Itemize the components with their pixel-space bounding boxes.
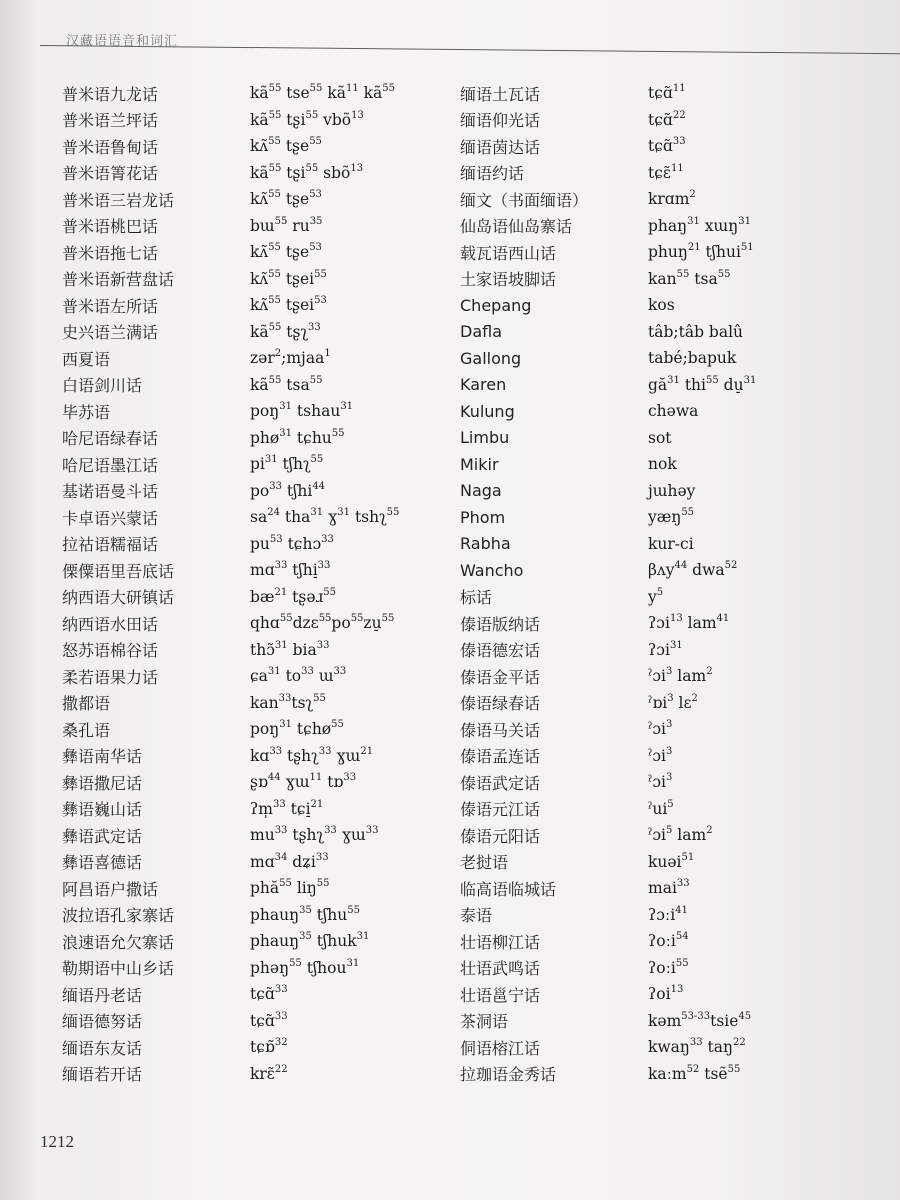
word-form: mai$^{33}$	[648, 878, 690, 898]
word-form: jɯhəy	[648, 481, 696, 500]
entry-row	[460, 425, 880, 452]
entry-row	[460, 875, 880, 902]
entry-row	[62, 1061, 452, 1088]
word-form: $gă^{31}$ thi$^{55}$ du̠$^{31}$	[648, 374, 757, 394]
language-name: 普米语三岩龙话	[62, 190, 175, 210]
entry-row	[460, 531, 880, 558]
entry-row	[460, 345, 880, 372]
language-name: 彝语撒尼话	[62, 773, 143, 793]
running-header: 汉藏语语音和词汇	[66, 34, 179, 49]
word-form: ˀɒi$^3$ lɛ$^2$	[648, 692, 698, 712]
language-name: 缅语约话	[460, 164, 525, 184]
word-form: $bæ^{21}$ tʂəɹ$^{55}$	[250, 586, 337, 606]
word-form: ʔoːi$^{54}$	[648, 931, 689, 951]
word-form: kwaŋ$^{33}$ taŋ$^{22}$	[648, 1037, 746, 1057]
language-name: 壮语武鸣话	[460, 959, 541, 979]
entry-row	[62, 478, 452, 505]
language-name: 傣语元阳话	[460, 826, 541, 846]
entry-row	[460, 133, 880, 160]
word-form: zər$^2$;mjaa$^1$	[250, 348, 331, 368]
language-name: Gallong	[460, 348, 522, 368]
entry-row	[460, 610, 880, 637]
entry-row	[62, 955, 452, 982]
language-name: 茶洞语	[460, 1012, 509, 1032]
language-name: 普米语兰坪话	[62, 111, 159, 131]
word-form: kaːm$^{52}$ tsẽ$^{55}$	[648, 1063, 741, 1083]
language-name: Mikir	[460, 454, 499, 474]
language-name: 普米语箐花话	[62, 164, 159, 184]
word-form: $qhɑ^{55}dzɛ^{55}po^{55}zu̠^{55}$	[250, 613, 395, 633]
word-form: kan$^{55}$ tsa$^{55}$	[648, 268, 731, 288]
entry-row	[460, 928, 880, 955]
word-form: phuŋ$^{21}$ tʃhui$^{51}$	[648, 242, 754, 262]
word-form: chəwa	[648, 402, 699, 421]
language-name: 缅语茵达话	[460, 137, 541, 157]
language-name: 壮语柳江话	[460, 932, 541, 952]
word-form: tɕɑ̃$^{33}$	[250, 1010, 288, 1030]
word-form: kʌ̃$^{55}$ tʂei$^{53}$	[250, 295, 327, 315]
word-form: βʌy$^{44}$ dwa$^{52}$	[648, 560, 738, 580]
word-form: $po^{33}$ tʃhi$^{44}$	[250, 480, 326, 500]
word-form: phă$^{55}$ liŋ$^{55}$	[250, 878, 330, 898]
entry-row	[62, 557, 452, 584]
entry-row	[62, 1034, 452, 1061]
word-form: $kã^{55}$ tʂi$^{55}$ sbõ$^{13}$	[250, 162, 364, 182]
word-form: kur-ci	[648, 534, 694, 553]
entry-row	[460, 1008, 880, 1035]
language-name: 纳西语水田话	[62, 614, 159, 634]
word-form: nok	[648, 455, 677, 474]
language-name: 阿昌语户撒话	[62, 879, 159, 899]
entry-row	[460, 398, 880, 425]
language-name: Rabha	[460, 534, 511, 554]
word-form: $pi^{31}$ tʃhʅ$^{55}$	[250, 454, 324, 474]
entry-row	[460, 955, 880, 982]
word-form: kʌ̃$^{55}$ tʂe$^{55}$	[250, 136, 322, 156]
word-form: ʔoi$^{13}$	[648, 984, 684, 1004]
entry-row	[62, 690, 452, 717]
language-name: 缅语仰光话	[460, 111, 541, 131]
word-form: phø$^{31}$ tɕhu$^{55}$	[250, 427, 345, 447]
language-name: 缅语若开话	[62, 1065, 143, 1085]
word-form: ˀɔi$^3$ lam$^2$	[648, 666, 713, 686]
entry-row	[460, 451, 880, 478]
word-form: mɑ$^{34}$ dʑi$^{33}$	[250, 851, 329, 871]
language-name: 彝语巍山话	[62, 800, 143, 820]
entry-row	[62, 372, 452, 399]
word-form: kuəi$^{51}$	[648, 851, 695, 871]
entry-row	[62, 319, 452, 346]
entry-row	[62, 504, 452, 531]
language-name: 彝语武定话	[62, 826, 143, 846]
entry-row	[460, 769, 880, 796]
entry-row	[460, 557, 880, 584]
entry-row	[62, 213, 452, 240]
language-name: 纳西语大研镇话	[62, 588, 175, 608]
word-form: ʔoːi$^{55}$	[648, 957, 689, 977]
word-form: $sa^{24}$ tha$^{31}$ ɣ$^{31}$ tshʅ$^{55}$	[250, 507, 400, 527]
entry-row	[460, 266, 880, 293]
language-name: 拉珈语金秀话	[460, 1065, 557, 1085]
language-name: 缅语丹老话	[62, 985, 143, 1005]
entry-row	[62, 239, 452, 266]
word-form: tabé;bapuk	[648, 349, 737, 368]
language-name: 普米语九龙话	[62, 84, 159, 104]
entry-row	[460, 478, 880, 505]
word-form: ʔm̩$^{33}$ tɕi̠$^{21}$	[250, 798, 324, 818]
entry-row	[460, 716, 880, 743]
word-form: yæŋ$^{55}$	[648, 507, 695, 527]
language-name: 缅语德努话	[62, 1012, 143, 1032]
entry-row	[460, 796, 880, 823]
word-form: kʌ̃$^{55}$ tʂe$^{53}$	[250, 242, 322, 262]
language-name: 基诺语曼斗话	[62, 482, 159, 502]
language-name: 波拉语孔家寨话	[62, 906, 175, 926]
language-name: 傣语武定话	[460, 773, 541, 793]
word-form: phaŋ$^{31}$ xɯŋ$^{31}$	[648, 215, 751, 235]
word-form: tâb;tâb balû	[648, 322, 744, 341]
word-form: kəm$^{53-33}$tsie$^{45}$	[648, 1010, 752, 1030]
page-number: 1212	[40, 1132, 74, 1151]
language-name: Naga	[460, 481, 502, 501]
language-name: 缅语东友话	[62, 1038, 143, 1058]
language-name: 傣语绿春话	[460, 694, 541, 714]
language-name: Dafla	[460, 322, 503, 342]
entry-row	[62, 928, 452, 955]
entry-row	[62, 80, 452, 107]
entry-row	[62, 769, 452, 796]
language-name: 普米语左所话	[62, 296, 159, 316]
word-form: ʔɔi$^{31}$	[648, 639, 683, 659]
word-form: ˀɔi$^3$	[648, 772, 673, 792]
entry-row	[62, 875, 452, 902]
language-name: Karen	[460, 375, 507, 395]
language-name: 傣语孟连话	[460, 747, 541, 767]
language-name: 标话	[460, 588, 493, 608]
entry-row	[460, 1061, 880, 1088]
entry-row	[460, 292, 880, 319]
language-name: 白语剑川话	[62, 376, 143, 396]
language-name: 怒苏语棉谷话	[62, 641, 159, 661]
word-form: sot	[648, 428, 672, 447]
entry-row	[62, 716, 452, 743]
entry-row	[460, 690, 880, 717]
entry-row	[62, 451, 452, 478]
entry-row	[460, 849, 880, 876]
entry-row	[62, 1008, 452, 1035]
left-column	[62, 80, 452, 1087]
entry-row	[62, 584, 452, 611]
word-form: ˀɔi$^3$	[648, 719, 673, 739]
entry-row	[62, 663, 452, 690]
entry-row	[62, 266, 452, 293]
entry-row	[62, 743, 452, 770]
entry-row	[460, 504, 880, 531]
word-form: ʔɔːi$^{41}$	[648, 904, 688, 924]
word-form: tɕɛ̃$^{11}$	[648, 162, 684, 182]
language-name: 缅文（书面缅语）	[460, 190, 589, 210]
language-name: Chepang	[460, 295, 532, 315]
word-form: mɑ$^{33}$ tʃhi̠$^{33}$	[250, 560, 331, 580]
word-form: $mu^{33}$ tʂhʅ$^{33}$ ɣɯ$^{33}$	[250, 825, 379, 845]
word-form: $kã^{55}$ tse$^{55}$ $kã^{11}$ $kã^{55}$	[250, 83, 395, 103]
language-name: 傣语马关话	[460, 720, 541, 740]
entry-row	[62, 133, 452, 160]
language-name: Kulung	[460, 401, 515, 421]
entry-row	[460, 319, 880, 346]
word-form: kos	[648, 296, 675, 315]
word-form: bɯ$^{55}$ $ru^{35}$	[250, 215, 323, 235]
word-form: ɕa$^{31}$ $to^{33}$ ɯ$^{33}$	[250, 666, 347, 686]
language-name: 哈尼语墨江话	[62, 455, 159, 475]
language-name: 泰语	[460, 906, 493, 926]
word-form: kɑ$^{33}$ tʂhʅ$^{33}$ ɣɯ$^{21}$	[250, 745, 374, 765]
language-name: 侗语榕江话	[460, 1038, 541, 1058]
entry-row	[460, 902, 880, 929]
language-name: 哈尼语绿春话	[62, 429, 159, 449]
language-name: 勒期语中山乡话	[62, 959, 175, 979]
entry-row	[460, 822, 880, 849]
word-form: phauŋ$^{35}$ tʃhuk$^{31}$	[250, 931, 370, 951]
entry-row	[460, 637, 880, 664]
entry-row	[460, 981, 880, 1008]
word-form: tɕɑ̃$^{33}$	[250, 984, 288, 1004]
language-name: 老挝语	[460, 853, 509, 873]
header-rule	[40, 45, 900, 54]
entry-row	[460, 1034, 880, 1061]
language-name: Limbu	[460, 428, 510, 448]
word-form: ˀɔi$^3$	[648, 745, 673, 765]
language-name: 壮语邕宁话	[460, 985, 541, 1005]
language-name: 西夏语	[62, 349, 111, 369]
entry-row	[62, 849, 452, 876]
language-name: 柔若语果力话	[62, 667, 159, 687]
word-form: $pu^{53}$ tɕhɔ$^{33}$	[250, 533, 334, 553]
entry-row	[62, 637, 452, 664]
entry-row	[62, 107, 452, 134]
word-form: tɕɒ̃$^{32}$	[250, 1037, 288, 1057]
word-form: ˀɔi$^5$ lam$^2$	[648, 825, 713, 845]
language-name: 毕苏语	[62, 402, 111, 422]
entry-row	[62, 610, 452, 637]
language-name: 傣语德宏话	[460, 641, 541, 661]
entry-row	[460, 107, 880, 134]
language-name: 普米语桃巴话	[62, 217, 159, 237]
entry-row	[62, 822, 452, 849]
language-name: 普米语拖七话	[62, 243, 159, 263]
word-form: poŋ$^{31}$ tɕhø$^{55}$	[250, 719, 344, 739]
word-form: kʌ̃$^{55}$ tʂei$^{55}$	[250, 268, 327, 288]
language-name: 普米语新营盘话	[62, 270, 175, 290]
language-name: 卡卓语兴蒙话	[62, 508, 159, 528]
entry-row	[62, 345, 452, 372]
language-name: Phom	[460, 507, 506, 527]
entry-row	[460, 663, 880, 690]
entry-row	[62, 398, 452, 425]
word-form: poŋ$^{31}$ tshau$^{31}$	[250, 401, 354, 421]
word-form: thɔ̃$^{31}$ bia$^{33}$	[250, 639, 330, 659]
entry-row	[62, 186, 452, 213]
word-form: ʂɒ$^{44}$ ɣɯ$^{11}$ tɒ$^{33}$	[250, 772, 357, 792]
language-name: 桑孔语	[62, 720, 111, 740]
entry-row	[62, 531, 452, 558]
word-form: kan$^{33}$tsʅ$^{55}$	[250, 692, 326, 712]
entry-row	[62, 160, 452, 187]
word-form: $kã^{55}$ tʂʅ$^{33}$	[250, 321, 321, 341]
language-name: 仙岛语仙岛寨话	[460, 217, 573, 237]
language-name: 傈僳语里吾底话	[62, 561, 175, 581]
language-name: 拉祜语糯福话	[62, 535, 159, 555]
entry-row	[460, 372, 880, 399]
word-form: ˀui$^5$	[648, 798, 674, 818]
word-form: $kã^{55}$ tʂi$^{55}$ vbõ$^{13}$	[250, 109, 364, 129]
entry-row	[460, 80, 880, 107]
word-form: ʔɔi$^{13}$ lam$^{41}$	[648, 613, 730, 633]
entry-row	[62, 981, 452, 1008]
word-form: phauŋ$^{35}$ tʃhu$^{55}$	[250, 904, 360, 924]
word-form: tɕɑ̃$^{11}$	[648, 83, 686, 103]
language-name: 缅语土瓦话	[460, 84, 541, 104]
word-form: phəŋ$^{55}$ tʃhou$^{31}$	[250, 957, 360, 977]
language-name: 史兴语兰满话	[62, 323, 159, 343]
language-name: Wancho	[460, 560, 524, 580]
entry-row	[460, 213, 880, 240]
language-name: 傣语元江话	[460, 800, 541, 820]
language-name: 彝语南华话	[62, 747, 143, 767]
entry-row	[62, 902, 452, 929]
word-form: tɕɑ̃$^{33}$	[648, 136, 686, 156]
language-name: 傣语版纳话	[460, 614, 541, 634]
word-form: krɛ̃$^{22}$	[250, 1063, 288, 1083]
word-form: $kã^{55}$ tsa$^{55}$	[250, 374, 323, 394]
right-column	[460, 80, 880, 1087]
word-form: tɕɑ̃$^{22}$	[648, 109, 686, 129]
language-name: 傣语金平话	[460, 667, 541, 687]
entry-row	[62, 292, 452, 319]
entry-row	[62, 425, 452, 452]
language-name: 彝语喜德话	[62, 853, 143, 873]
language-name: 临高语临城话	[460, 879, 557, 899]
entry-row	[460, 239, 880, 266]
word-form: krɑm$^2$	[648, 189, 696, 209]
entry-row	[460, 584, 880, 611]
language-name: 载瓦语西山话	[460, 243, 557, 263]
entry-row	[460, 743, 880, 770]
language-name: 普米语鲁甸话	[62, 137, 159, 157]
entry-row	[62, 796, 452, 823]
language-name: 浪速语允欠寨话	[62, 932, 175, 952]
entry-row	[460, 186, 880, 213]
entry-row	[460, 160, 880, 187]
language-name: 土家语坡脚话	[460, 270, 557, 290]
word-form: $y^5$	[648, 586, 664, 606]
word-form: kʌ̃$^{55}$ tʂe$^{53}$	[250, 189, 322, 209]
language-name: 撒都语	[62, 694, 111, 714]
